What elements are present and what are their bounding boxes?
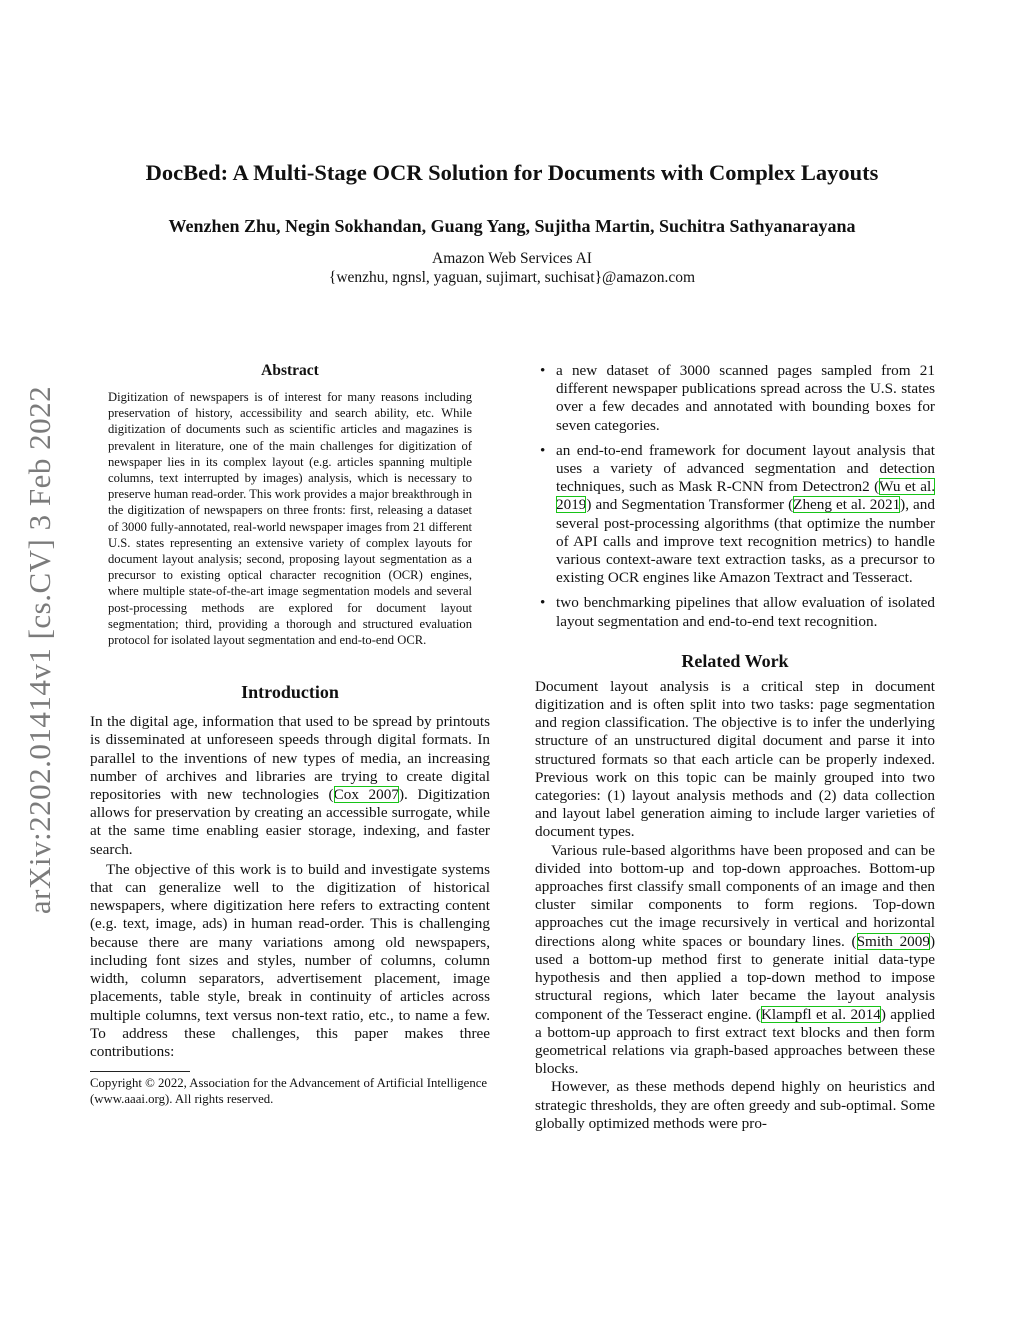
related-work-paragraph-2: Various rule-based algorithms have been proposed and can be divided into bottom-up and top-down approaches. Bottom-up approaches first classify small components of an image and then cluster similar components to form regions. Top-down approaches cut the image recursively in vertical and horizontal directions along white spaces or boundary lines. (Smith 2009) used a bottom-up method first to generate initial data-type hypothesis and then applied a top-down method to impose structural regions, which later became the layout analysis component of the Tesseract engine. (Klampfl et al. 2014) applied a bottom-up approach to first extract text blocks and then form geometrical relations via graph-based approaches between these blocks. bbox=[535, 841, 936, 1078]
right-column bbox=[535, 362, 935, 1133]
contribution-list bbox=[535, 362, 935, 631]
left-column bbox=[90, 362, 490, 1107]
citation-link[interactable]: Wu et al. 2019 bbox=[556, 478, 935, 514]
abstract-heading: Abstract bbox=[261, 362, 319, 379]
introduction-paragraph-2: The objective of this work is to build and investigate systems that can generalize well to the digitization of historical newspapers, where digitization here refers to extracting content (e.g. text, image, ads) in human read-order. This is challenging because there are many variations among old newspapers, including font sizes and styles, number of columns, column width, column separators, advertisement placement, image placements, table style, break in continuity of articles across multiple columns, text versus non-text ratio, etc., to name a few. To address these challenges, this paper makes three contributions: bbox=[90, 860, 490, 1060]
citation-link[interactable]: Smith 2009 bbox=[856, 932, 930, 950]
introduction-heading: Introduction bbox=[241, 682, 339, 703]
abstract-text: Digitization of newspapers is of interest for many reasons including preservation of history, accessibility and search ability, etc. While digitization of documents such as scientific articles and magazines is prevalent in literature, one of the main challenges for digitization of newspaper lies in its complex layout (e.g. articles spanning multiple columns, text interrupted by images) analysis, which is necessary to preserve human read-order. This work provides a major breakthrough in the digitization of newspapers on three fronts: first, releasing a dataset of 3000 fully-annotated, real-world newspaper images from 21 different U.S. states representing an extensive variety of complex layouts for document layout analysis; second, proposing layout segmentation as a precursor to existing optical character recognition (OCR) engines, where multiple state-of-the-art image segmentation models and several post-processing methods are explored for document layout segmentation; third, providing a thorough and structured evaluation protocol for isolated layout segmentation and end-to-end OCR. bbox=[108, 390, 472, 648]
bullet-icon: • bbox=[540, 441, 546, 459]
list-item: • an end-to-end framework for document layout analysis that uses a variety of advanced segmentation and detection techniques, such as Mask R-CNN from Detectron2 (Wu et al. 2019) and Segmentation Transformer (Zheng et al. 2021), and several post-processing algorithms (that optimize the number of API calls and improve text recognition metrics) to handle various context-aware text extraction tasks, as a precursor to existing OCR engines like Amazon Textract and Tesseract. bbox=[540, 441, 935, 587]
paper-title: DocBed: A Multi-Stage OCR Solution for Documents with Complex Layouts bbox=[145, 160, 879, 185]
related-work-paragraph-1: Document layout analysis is a critical step in document digitization and is often split into two tasks: page segmentation and region classification. The objective is to infer the underlying structure of an unstructured digital document and parse it into structured formats so that each article can be properly indexed. Previous work on this topic can be mainly grouped into two categories: (1) layout analysis methods and (2) data collection and layout label generation aiming to include larger varieties of document types. bbox=[535, 677, 935, 841]
author-list: Wenzhen Zhu, Negin Sokhandan, Guang Yang, Sujitha Martin, Suchitra Sathyanarayana bbox=[168, 216, 856, 236]
related-work-paragraph-3: However, as these methods depend highly on heuristics and strategic thresholds, they are often greedy and sub-optimal. Some globally optimized methods were pro- bbox=[535, 1078, 935, 1132]
citation-link[interactable]: Klampfl et al. 2014 bbox=[760, 1005, 881, 1023]
footnote-divider bbox=[90, 1071, 190, 1072]
author-emails: {wenzhu, ngnsl, yaguan, sujimart, suchisat}@amazon.com bbox=[328, 269, 696, 286]
arxiv-identifier: arXiv:2202.01414v1 [cs.CV] 3 Feb 2022 bbox=[22, 385, 57, 915]
list-item: • two benchmarking pipelines that allow evaluation of isolated layout segmentation and end-to-end text recognition. bbox=[540, 594, 935, 630]
list-item: • a new dataset of 3000 scanned pages sampled from 21 different newspaper publications spread across the U.S. states over a few decades and annotated with bounding boxes for seven categories. bbox=[540, 362, 935, 434]
bullet-icon: • bbox=[540, 362, 546, 379]
copyright-footnote: Copyright © 2022, Association for the Advancement of Artificial Intelligence (www.aaai.org). All rights reserved. bbox=[90, 1076, 488, 1107]
introduction-paragraph-1: In the digital age, information that used to be spread by printouts is disseminated at unforeseen speeds through digital formats. In parallel to the inventions of new types of media, an increasing number of archives and libraries are trying to create digital repositories with new technologies (Cox 2007). Digitization allows for preservation by creating an accessible surrogate, while at the same time enabling easier storage, indexing, and faster search. bbox=[90, 713, 490, 858]
bullet-icon: • bbox=[540, 594, 546, 612]
citation-link[interactable]: Cox 2007 bbox=[333, 786, 399, 804]
affiliation: Amazon Web Services AI bbox=[432, 250, 592, 267]
affiliation-block bbox=[0, 249, 1024, 287]
related-work-heading: Related Work bbox=[681, 650, 789, 671]
citation-link[interactable]: Zheng et al. 2021 bbox=[793, 496, 901, 514]
